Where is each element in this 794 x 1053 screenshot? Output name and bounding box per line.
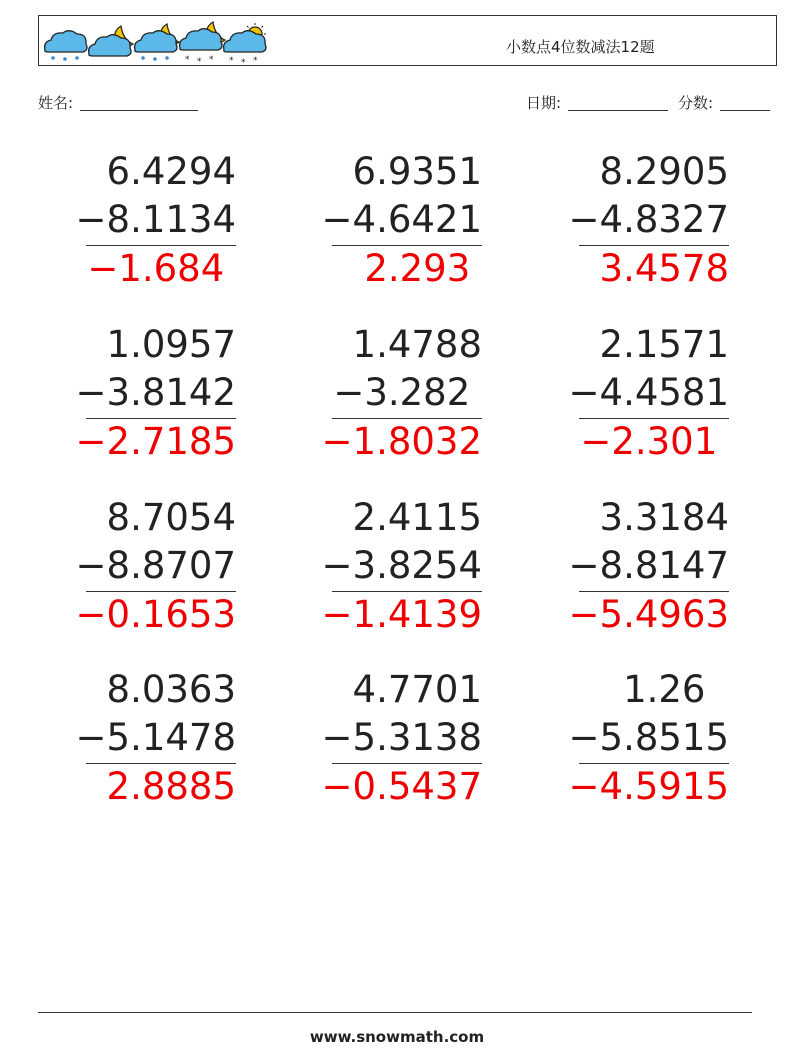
minuend: 6.9351 xyxy=(352,150,482,193)
name-blank[interactable] xyxy=(80,95,198,111)
minuend: 6.4294 xyxy=(106,150,236,193)
minuend: 2.1571 xyxy=(599,323,729,366)
subtrahend: −5.8515 xyxy=(568,716,729,759)
subtrahend: −3.282 xyxy=(333,371,482,414)
answer-rule xyxy=(579,763,729,764)
problem-10 xyxy=(75,668,236,813)
minuend: 8.7054 xyxy=(106,496,236,539)
name-label: 姓名: xyxy=(38,94,74,112)
problem-7 xyxy=(75,496,236,641)
weather-icons xyxy=(41,20,271,64)
answer-rule xyxy=(332,591,482,592)
problem-9 xyxy=(568,496,729,641)
answer-rule xyxy=(332,245,482,246)
answer: −2.301 xyxy=(580,420,729,463)
answer: −0.1653 xyxy=(75,593,236,636)
answer: −2.7185 xyxy=(75,420,236,463)
problem-2 xyxy=(321,150,482,295)
answer-rule xyxy=(86,418,236,419)
rain-cloud-moon-icon xyxy=(135,24,179,61)
answer-rule xyxy=(332,763,482,764)
score-label: 分数: xyxy=(678,94,714,112)
subtrahend: −4.4581 xyxy=(568,371,729,414)
answer: −1.684 xyxy=(87,247,236,290)
problem-8 xyxy=(321,496,482,641)
answer: −1.4139 xyxy=(321,593,482,636)
svg-text:*: * xyxy=(229,56,234,64)
snow-cloud-moon-icon xyxy=(180,22,225,64)
answer: −0.5437 xyxy=(321,765,482,808)
subtrahend: −3.8142 xyxy=(75,371,236,414)
minuend: 3.3184 xyxy=(599,496,729,539)
answer-rule xyxy=(86,763,236,764)
minuend: 2.4115 xyxy=(352,496,482,539)
subtrahend: −5.1478 xyxy=(75,716,236,759)
subtrahend: −8.8147 xyxy=(568,544,729,587)
answer-rule xyxy=(579,591,729,592)
answer-rule xyxy=(579,245,729,246)
svg-text:*: * xyxy=(197,57,202,64)
minuend: 8.2905 xyxy=(599,150,729,193)
footer-divider xyxy=(38,1012,752,1013)
score-field xyxy=(678,92,770,113)
problem-11 xyxy=(321,668,482,813)
answer: 2.8885 xyxy=(106,765,236,808)
problem-3 xyxy=(568,150,729,295)
answer-rule xyxy=(579,418,729,419)
answer-rule xyxy=(86,245,236,246)
date-label: 日期: xyxy=(526,94,562,112)
minuend: 1.4788 xyxy=(352,323,482,366)
subtrahend: −4.8327 xyxy=(568,198,729,241)
minuend: 4.7701 xyxy=(352,668,482,711)
snow-cloud-sun-icon xyxy=(224,23,266,64)
answer: −5.4963 xyxy=(568,593,729,636)
svg-text:*: * xyxy=(241,58,246,64)
subtrahend: −4.6421 xyxy=(321,198,482,241)
subtrahend: −5.3138 xyxy=(321,716,482,759)
minuend: 1.26 xyxy=(623,668,729,711)
svg-text:*: * xyxy=(253,56,258,64)
score-blank[interactable] xyxy=(720,95,770,111)
minuend: 1.0957 xyxy=(106,323,236,366)
problem-4 xyxy=(75,323,236,468)
answer-rule xyxy=(332,418,482,419)
answer: 2.293 xyxy=(364,247,482,290)
footer-site: www.snowmath.com xyxy=(309,1028,485,1046)
answer-rule xyxy=(86,591,236,592)
cloud-moon-icon xyxy=(89,26,133,56)
svg-text:*: * xyxy=(185,55,190,64)
date-field xyxy=(526,92,668,113)
subtrahend: −8.8707 xyxy=(75,544,236,587)
problem-1 xyxy=(75,150,236,295)
subtrahend: −3.8254 xyxy=(321,544,482,587)
answer: −4.5915 xyxy=(568,765,729,808)
svg-text:*: * xyxy=(209,55,214,64)
minuend: 8.0363 xyxy=(106,668,236,711)
name-field xyxy=(38,92,198,113)
subtrahend: −8.1134 xyxy=(75,198,236,241)
rain-cloud-icon xyxy=(45,31,87,61)
answer: 3.4578 xyxy=(599,247,729,290)
problem-6 xyxy=(568,323,729,468)
worksheet-title: 小数点4位数减法12题 xyxy=(506,38,655,56)
problem-5 xyxy=(321,323,482,468)
problem-12 xyxy=(568,668,729,813)
header-box xyxy=(38,15,777,66)
date-blank[interactable] xyxy=(568,95,668,111)
answer: −1.8032 xyxy=(321,420,482,463)
